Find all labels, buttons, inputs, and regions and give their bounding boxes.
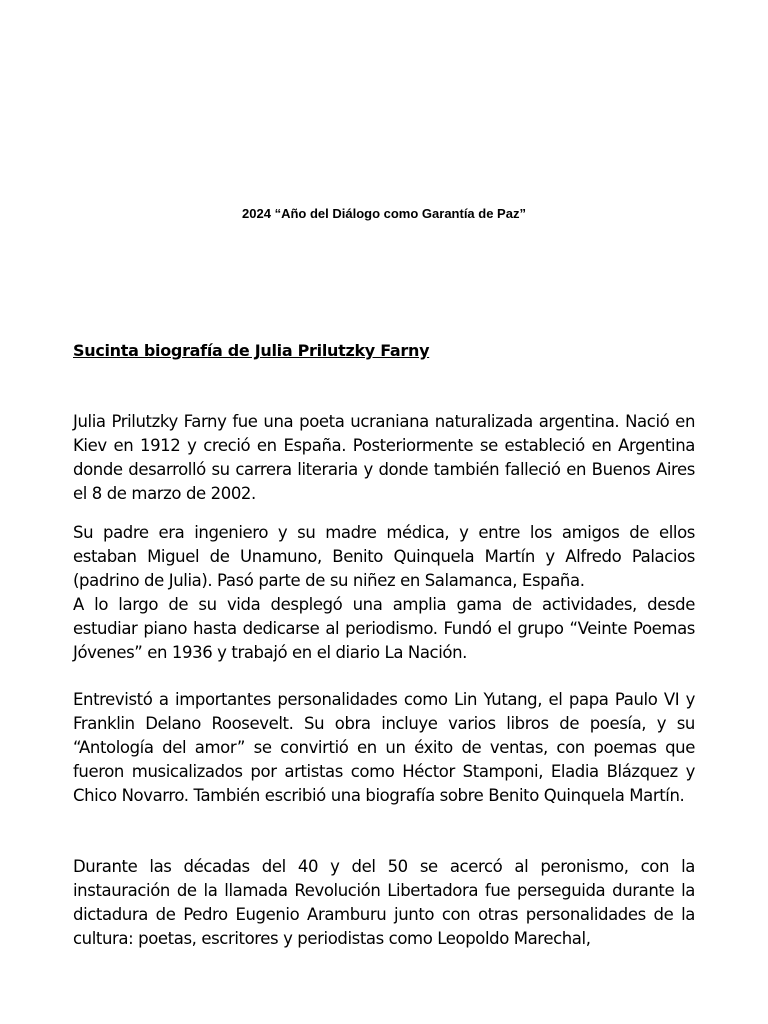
body-paragraph: A lo largo de su vida desplegó una amplia gama de actividades, desde estudiar piano hasta dedicarse al periodismo. Fundó el grupo “Veinte Poemas Jóvenes” en 1936 y trabajó en el diario La Nación. xyxy=(73,595,695,662)
body-paragraph: Su padre era ingeniero y su madre médica, y entre los amigos de ellos estaban Miguel de Unamuno, Benito Quinquela Martín y Alfredo Palacios (padrino de Julia). Pasó parte de su niñez en Salamanca, España. xyxy=(73,523,695,590)
document-title: Sucinta biografía de Julia Prilutzky Farny xyxy=(73,341,430,360)
paragraph-block-1 xyxy=(73,410,695,506)
year-motto-header: 2024 “Año del Diálogo como Garantía de Paz” xyxy=(242,206,526,221)
body-paragraph: Entrevistó a importantes personalidades como Lin Yutang, el papa Paulo VI y Franklin Delano Roosevelt. Su obra incluye varios libros de poesía, y su “Antología del amor” se convirtió en un éxito de ventas, con poemas que fueron musicalizados por artistas como Héctor Stamponi, Eladia Blázquez y Chico Novarro. También escribió una biografía sobre Benito Quinquela Martín. xyxy=(73,690,695,805)
body-paragraph: Durante las décadas del 40 y del 50 se acercó al peronismo, con la instauración de la llamada Revolución Libertadora fue perseguida durante la dictadura de Pedro Eugenio Aramburu junto con otras personalidades de la cultura: poetas, escritores y periodistas como Leopoldo Marechal, xyxy=(73,857,695,948)
paragraph-block-3 xyxy=(73,688,695,808)
paragraph-block-4 xyxy=(73,855,695,951)
paragraph-block-2 xyxy=(73,521,695,665)
body-paragraph: Julia Prilutzky Farny fue una poeta ucraniana naturalizada argentina. Nació en Kiev en 1912 y creció en España. Posteriormente se estableció en Argentina donde desarrolló su carrera literaria y donde también falleció en Buenos Aires el 8 de marzo de 2002. xyxy=(73,412,695,503)
